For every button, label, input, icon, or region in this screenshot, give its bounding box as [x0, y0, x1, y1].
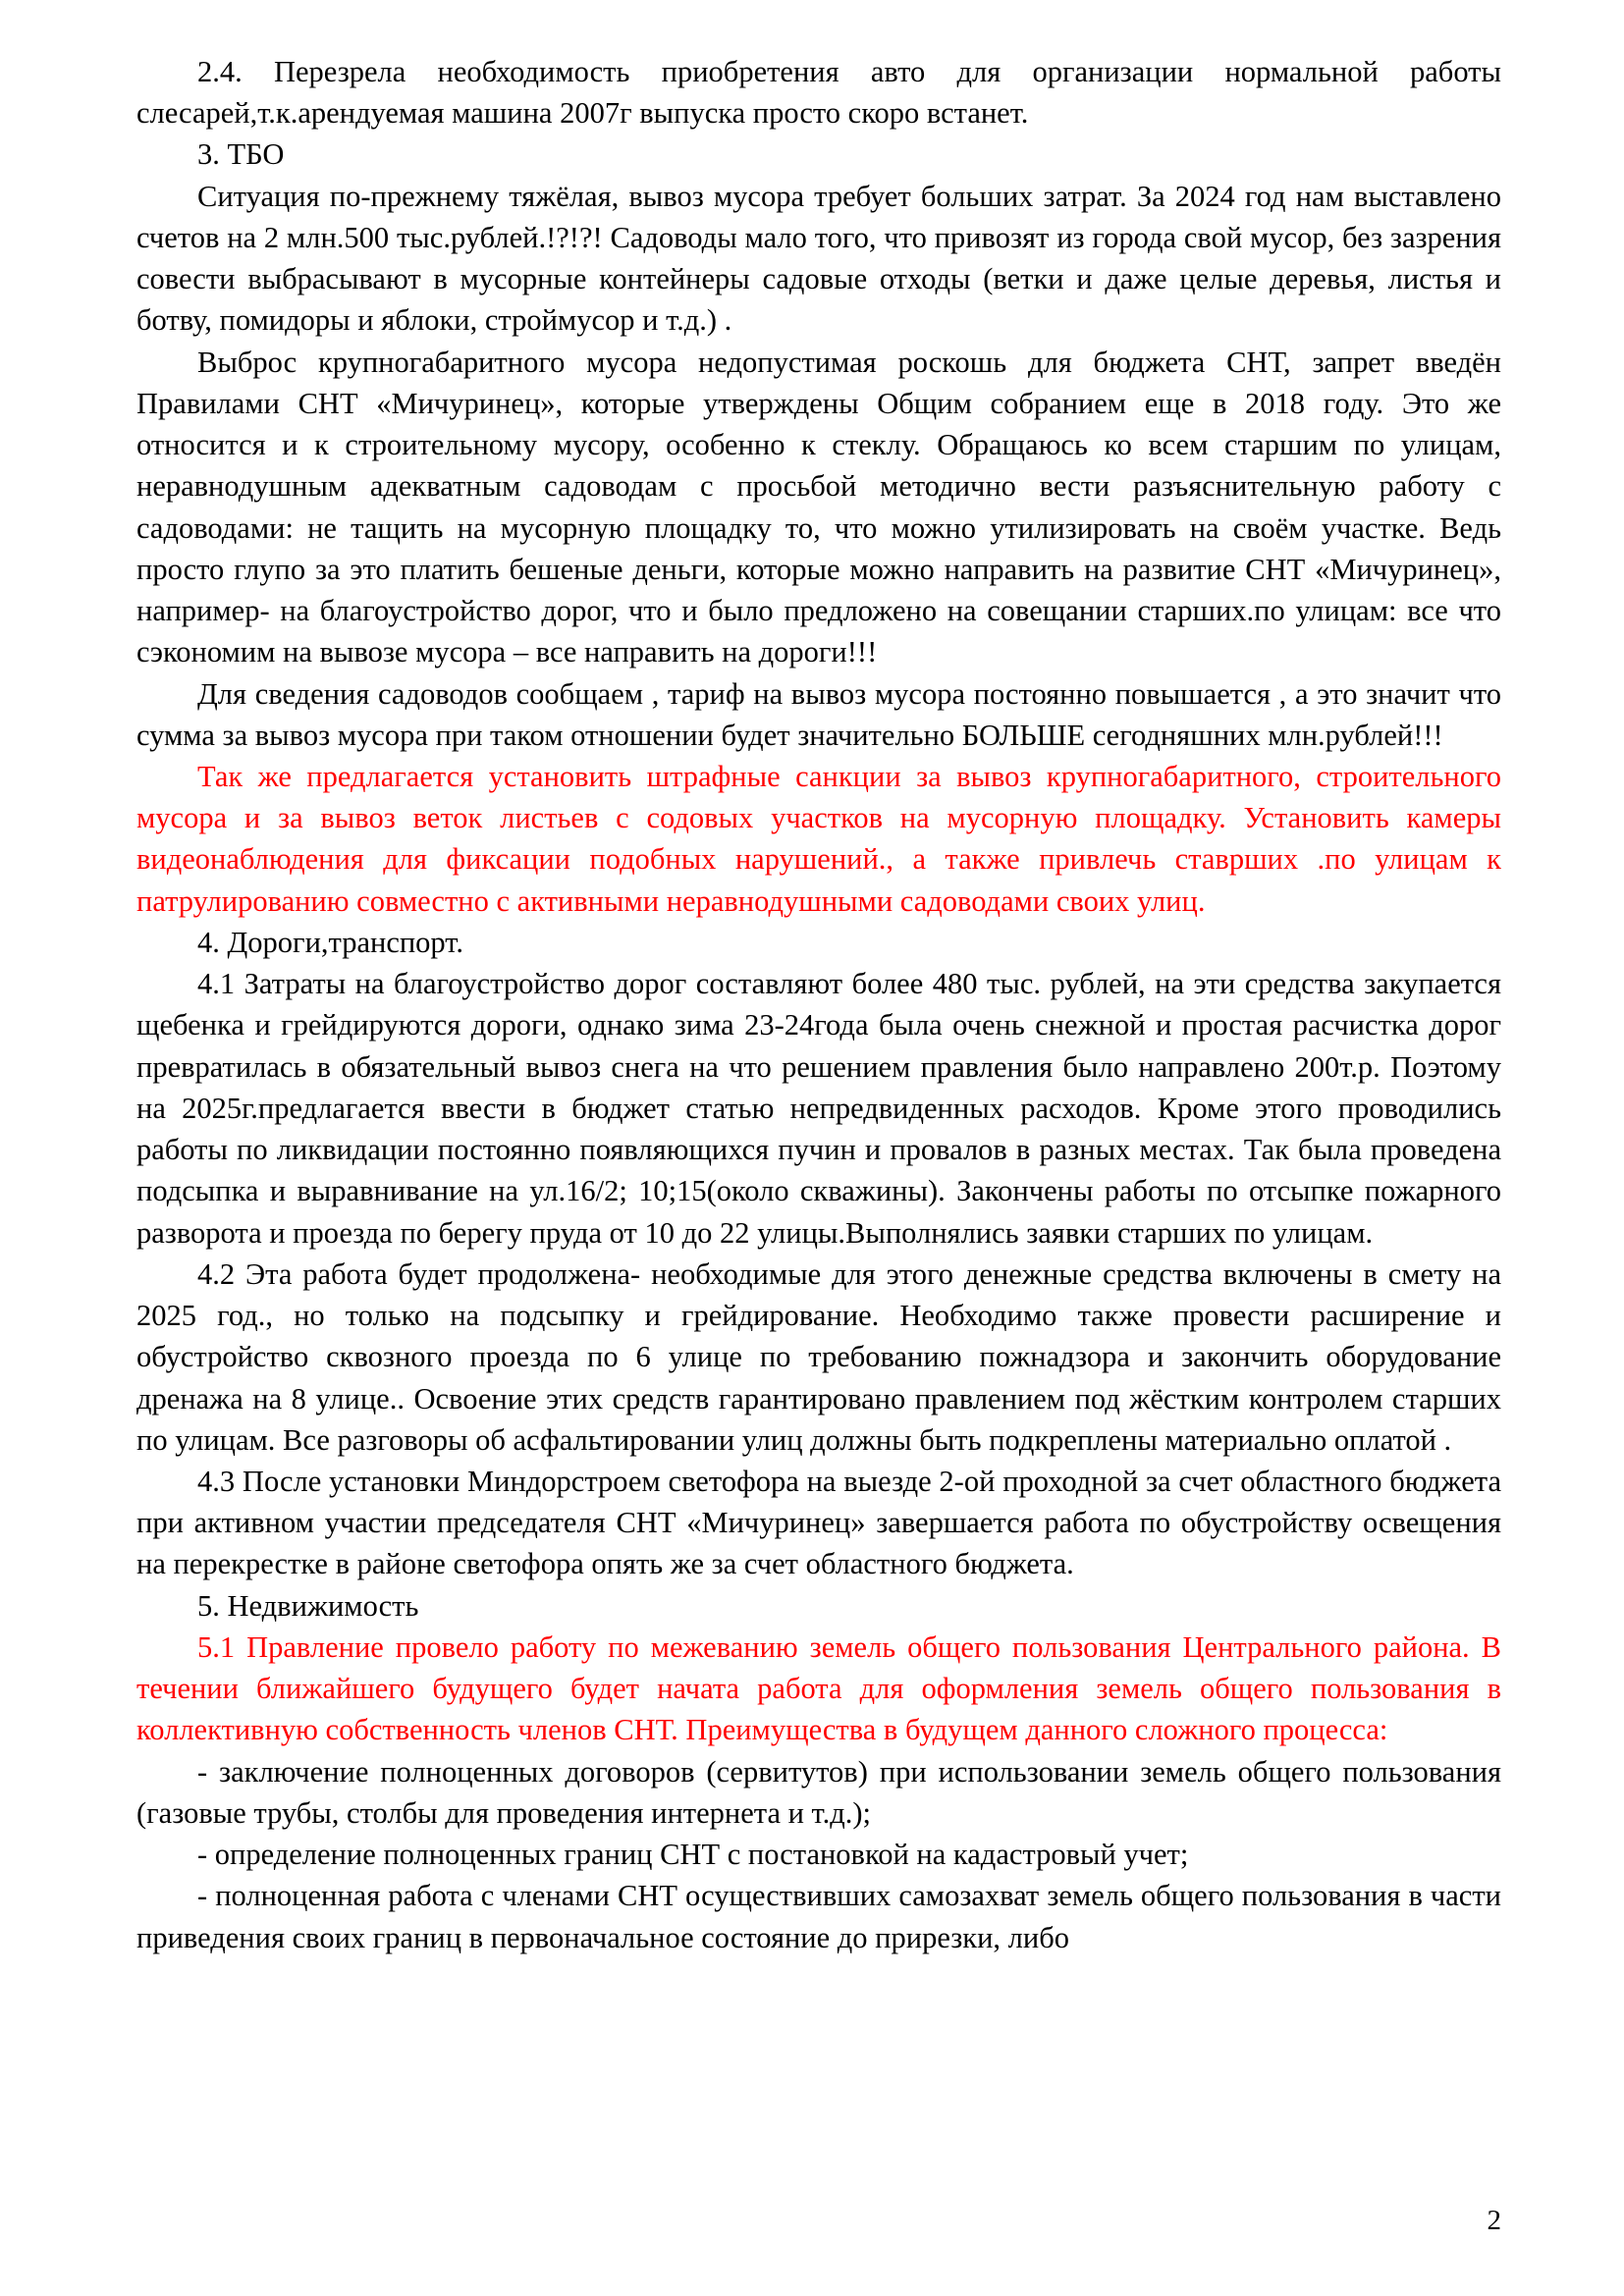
- paragraph-4-2: 4.2 Эта работа будет продолжена- необходимые для этого денежные средства включены в смету на 2025 год., но только на подсыпку и грейдирование. Необходимо также провести расширение и обустройство сквозного проезда по 6 улице по требованию пожнадзора и закончить оборудование дренажа на 8 улице.. Освоение этих средств гарантировано правлением под жёстким контролем старших по улицам. Все разговоры об асфальтировании улиц должны быть подкреплены материально оплатой .: [136, 1256, 1501, 1457]
- paragraph-tbo-bulky-waste: Выброс крупногабаритного мусора недопустимая роскошь для бюджета СНТ, запрет введён Правилами СНТ «Мичуринец», которые утверждены Общим собранием еще в 2018 году. Это же относится и к строительному мусору, особенно к стеклу. Обращаюсь ко всем старшим по улицам, неравнодушным адекватным садоводам с просьбой методично вести разъяснительную работу с садоводами: не тащить на мусорную площадку то, что можно утилизировать на своём участке. Ведь просто глупо за это платить бешеные деньги, которые можно направить на развитие СНТ «Мичуринец», например- на благоустройство дорог, что и было предложено на совещании старших.по улицам: все что сэкономим на вывозе мусора – все направить на дороги!!!: [136, 345, 1501, 669]
- list-item-land-seizure-work: - полноценная работа с членами СНТ осуществивших самозахват земель общего пользования в части приведения своих границ в первоначальное состояние до прирезки, либо: [136, 1879, 1501, 1954]
- list-item-cadastral-registration: - определение полноценных границ СНТ с постановкой на кадастровый учет;: [197, 1838, 1189, 1872]
- paragraph-4-3: 4.3 После установки Миндорстроем светофора на выезде 2-ой проходной за счет областного бюджета при активном участии председателя СНТ «Мичуринец» завершается работа по обустройству освещения на перекрестке в районе светофора опять же за счет областного бюджета.: [136, 1464, 1501, 1581]
- heading-section-5: 5. Недвижимость: [197, 1588, 419, 1623]
- page-number: 2: [1487, 2205, 1501, 2236]
- paragraph-5-1-highlighted: 5.1 Правление провело работу по межеванию земель общего пользования Центрального района. В течении ближайшего будущего будет начата работа для оформления земель общего пользования в коллективную собственность членов СНТ. Преимущества в будущем данного сложного процесса:: [136, 1629, 1501, 1747]
- paragraph-tbo-situation: Ситуация по-прежнему тяжёлая, вывоз мусора требует больших затрат. За 2024 год нам выставлено счетов на 2 млн.500 тыс.рублей.!?!?! Садоводы мало того, что привозят из города свой мусор, без зазрения совести выбрасывают в мусорные контейнеры садовые отходы (ветки и даже целые деревья, листья и ботву, помидоры и яблоки, строймусор и т.д.) .: [136, 179, 1501, 338]
- paragraph-2-4: 2.4. Перезрела необходимость приобретения авто для организации нормальной работы слесарей,т.к.арендуемая машина 2007г выпуска просто скоро встанет.: [136, 55, 1501, 131]
- document-body: [136, 51, 1501, 1958]
- paragraph-4-1: 4.1 Затраты на благоустройство дорог составляют более 480 тыс. рублей, на эти средства закупается щебенка и грейдируются дороги, однако зима 23-24года была очень снежной и простая расчистка дорог превратилась в обязательный вывоз снега на что решением правления было направлено 200т.р. Поэтому на 2025г.предлагается ввести в бюджет статью непредвиденных расходов. Кроме этого проводились работы по ликвидации постоянно появляющихся пучин и провалов в разных местах. Так была проведена подсыпка и выравнивание на ул.16/2; 10;15(около скважины). Закончены работы по отсыпке пожарного разворота и проезда по берегу пруда от 10 до 22 улицы.Выполнялись заявки старших по улицам.: [136, 967, 1501, 1250]
- list-item-servitude-agreements: - заключение полноценных договоров (сервитутов) при использовании земель общего пользования (газовые трубы, столбы для проведения интернета и т.д.);: [136, 1754, 1501, 1830]
- paragraph-tbo-penalties-highlighted: Так же предлагается установить штрафные санкции за вывоз крупногабаритного, строительного мусора и за вывоз веток листьев с содовых участков на мусорную площадку. Установить камеры видеонаблюдения для фиксации подобных нарушений., а также привлечь ставрших .по улицам к патрулированию совместно с активными неравнодушными садоводами своих улиц.: [136, 759, 1501, 918]
- paragraph-tbo-tariff: Для сведения садоводов сообщаем , тариф на вывоз мусора постоянно повышается , а это значит что сумма за вывоз мусора при таком отношении будет значительно БОЛЬШЕ сегодняшних млн.рублей!!!: [136, 676, 1501, 752]
- heading-section-3: 3. ТБО: [197, 137, 285, 172]
- heading-section-4: 4. Дороги,транспорт.: [197, 925, 463, 959]
